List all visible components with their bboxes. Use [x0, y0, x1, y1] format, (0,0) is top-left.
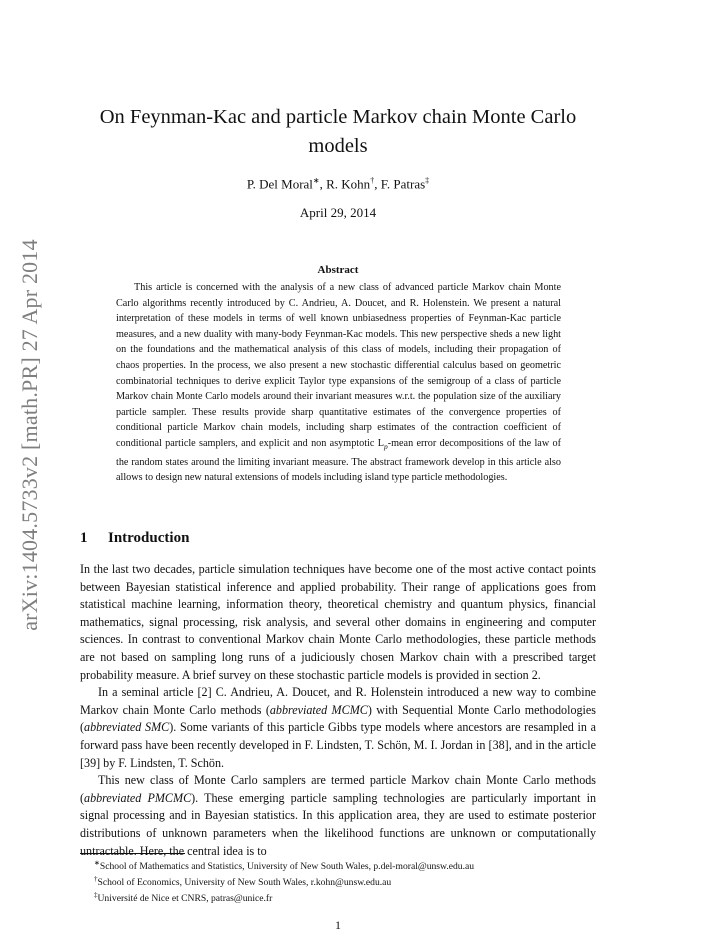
footnote: [80, 857, 596, 873]
math-subscript: p: [383, 441, 388, 451]
paragraph-text: ). These emerging particle sampling technologies are particularly important in signal processing and in Bayesian statistics. In this application area, they are used to estimate posterior distributions of unknown parameters when the likelihood functions are unknown or computationally untractable. Here, the central idea is to: [80, 790, 596, 858]
abstract-text: -mean error decompositions of the law of the random states around the limiting invariant measure. The abstract framework develop in this article also allows to design new natural extensions of models including island type particle methodologies.: [116, 437, 561, 484]
author-separator: ,: [319, 176, 323, 192]
title-line-2: models: [308, 135, 368, 157]
body-text: [80, 561, 596, 860]
section-number: 1: [80, 530, 88, 546]
abstract-heading: Abstract: [317, 264, 359, 276]
paragraph-text: ) with Sequential Monte Carlo methodologies (: [80, 702, 596, 735]
abstract-body: [116, 280, 561, 486]
author-name: F. Patras: [380, 176, 426, 192]
paragraph-text: In a seminal article [2] C. Andrieu, A. Doucet, and R. Holenstein introduced a new way to combine Markov chain Monte Carlo methods (: [80, 685, 596, 717]
paragraph: [80, 772, 596, 860]
footnote: [80, 889, 596, 905]
author-separator: ,: [374, 176, 378, 192]
author-list: [80, 176, 596, 192]
author-name: P. Del Moral: [246, 176, 313, 192]
arxiv-identifier-stamp: [6, 215, 54, 655]
footnote-mark: ∗: [94, 859, 100, 867]
paragraph: In the last two decades, particle simulation techniques have become one of the most active contact points between Bayesian statistical inference and applied probability. Their range of applications goes from statistical machine learning, information theory, theoretical chemistry and quantum physics, financial mathematics, signal processing, risk analysis, and several other domains in engineering and computer sciences. In contrast to conventional Markov chain Monte Carlo methodologies, these particle methods are not based on sampling long runs of a judiciously chosen Markov chain with a prescribed target probability measure. A brief survey on these stochastic particle models is provided in section 2.: [80, 562, 596, 682]
footnote-text: School of Economics, University of New South Wales, r.kohn@unsw.edu.au: [97, 877, 392, 889]
footnote: [80, 873, 596, 889]
author-footnote-mark: †: [370, 176, 375, 185]
emphasis-text: abbreviated PMCMC: [84, 790, 192, 805]
abstract-text: This article is concerned with the analysis of a new class of advanced particle Markov chain Monte Carlo algorithms recently introduced by C. Andrieu, A. Doucet, and R. Holenstein. We present a natural interpretation of these models in terms of well known unbiasedness properties of Feynman-Kac particle measures, and a new duality with many-body Feynman-Kac models. This new perspective sheds a new light on the foundations and the mathematical analysis of this class of models, including their propagation of chaos properties. In the process, we also present a new stochastic differential calculus based on geometric combinatorial techniques to derive explicit Taylor type expansions of the semigroup of a class of particle Markov chain Monte Carlo models around their invariant measures w.r.t. the population size of the auxiliary particle sampler. These results provide sharp quantitative estimates of the convergence properties of conditional particle Markov chain models, including sharp estimates of the contraction coefficient of conditional particle samplers, and explicit and non asymptotic L: [116, 282, 561, 449]
arxiv-stamp-text: arXiv:1404.5733v2 [math.PR] 27 Apr 2014: [17, 239, 42, 631]
footnote-text: Université de Nice et CNRS, patras@unice.fr: [97, 893, 273, 905]
title-line-1: On Feynman-Kac and particle Markov chain Monte Carlo: [99, 106, 577, 128]
paragraph-text: ). Some variants of this particle Gibbs type models where ancestors are resampled in a forward pass have been recently developed in F. Lindsten, T. Schön, M. I. Jordan in [38], and in the article [39] by F. Lindsten, T. Schön.: [80, 720, 596, 770]
section-title: Introduction: [108, 530, 190, 546]
paragraph-text: This new class of Monte Carlo samplers are termed particle Markov chain Monte Carlo methods (: [80, 773, 596, 805]
emphasis-text: abbreviated SMC: [84, 720, 170, 735]
footnotes: [80, 857, 596, 906]
emphasis-text: abbreviated MCMC: [269, 702, 368, 717]
footnote-rule: [80, 853, 185, 854]
footnote-mark: ‡: [94, 891, 98, 900]
author-footnote-mark: ‡: [425, 176, 430, 185]
publication-date: April 29, 2014: [299, 205, 377, 220]
paragraph: [80, 684, 596, 772]
footnote-text: School of Mathematics and Statistics, University of New South Wales, p.del-moral@unsw.edu.au: [99, 861, 475, 873]
footnote-mark: †: [94, 875, 98, 884]
author-footnote-mark: ∗: [312, 176, 320, 185]
author-name: R. Kohn: [326, 176, 371, 192]
section-heading: [80, 530, 189, 547]
paper-title: [80, 103, 596, 161]
page-number: 1: [335, 918, 341, 932]
